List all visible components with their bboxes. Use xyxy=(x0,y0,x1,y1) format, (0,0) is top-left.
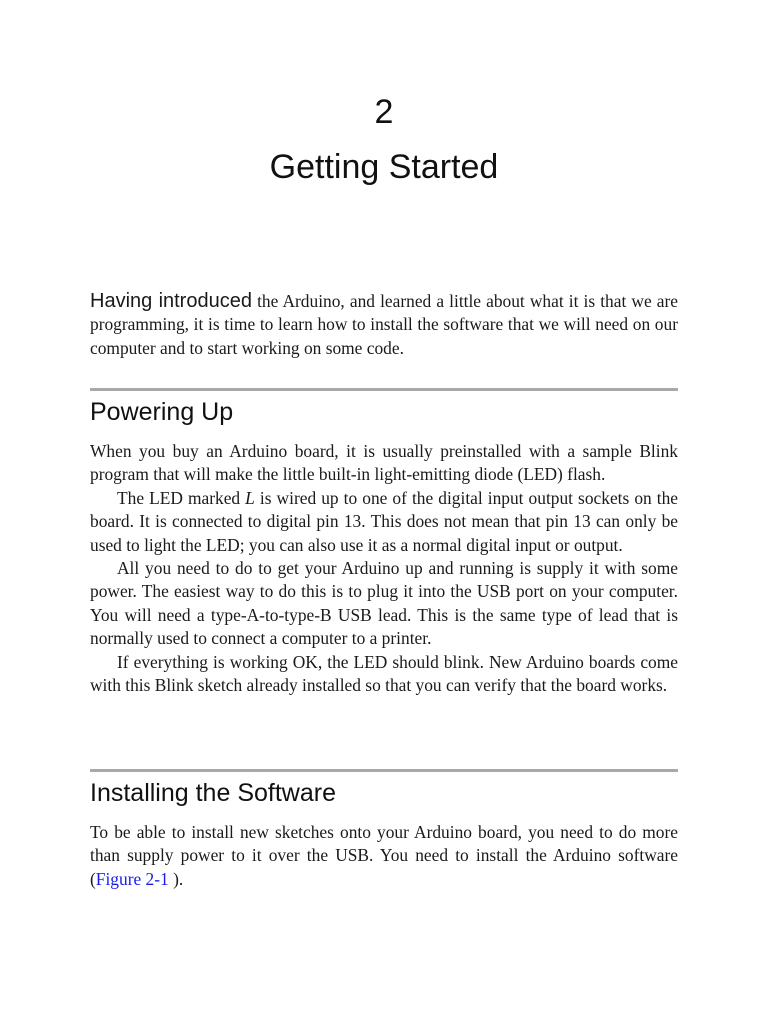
paragraph-led xyxy=(90,487,678,557)
section-divider xyxy=(90,769,678,772)
paragraph: If everything is working OK, the LED should blink. New Arduino boards come with this Blink sketch already installed so that you can verify that the board works. xyxy=(90,651,678,696)
paragraph: When you buy an Arduino board, it is usually preinstalled with a sample Blink program that will make the little built-in light-emitting diode (LED) flash. xyxy=(90,441,678,485)
paragraph: All you need to do to get your Arduino up and running is supply it with some power. The easiest way to do this is to plug it into the USB port on your computer. You will need a type-A-to-type-B USB lead. This is the same type of lead that is normally used to connect a computer to a printer. xyxy=(90,558,678,649)
paragraph-installing-before: To be able to install new sketches onto your Arduino board, you need to do more than supply power to it over the USB. You need to install the Arduino software ( xyxy=(90,822,678,889)
intro-text: the Arduino, and learned a little about what it is that we are programming, it is time to learn how to install the software that we will need on our computer and to start working on some code. xyxy=(90,291,678,358)
section-body-powering-up xyxy=(90,440,678,697)
led-marking: L xyxy=(245,487,255,508)
intro-paragraph xyxy=(90,290,678,360)
intro-lead-in: Having introduced xyxy=(90,290,252,312)
paragraph-led-after: is wired up to one of the digital input output sockets on the board. It is connected to digital pin 13. This does not mean that pin 13 can only be used to light the LED; you can also use it as a normal digital input or output. xyxy=(90,487,679,555)
paragraph-led-before: The LED marked xyxy=(117,487,246,508)
section-body-installing-software xyxy=(90,821,678,891)
section-heading-powering-up: Powering Up xyxy=(90,398,234,426)
chapter-number: 2 xyxy=(374,93,394,131)
chapter-title: Getting Started xyxy=(269,148,499,186)
section-heading-installing-software: Installing the Software xyxy=(90,779,336,807)
section-divider xyxy=(90,388,678,391)
paragraph-installing-after: ). xyxy=(168,868,184,889)
paragraph-installing xyxy=(90,821,678,891)
figure-2-1-link[interactable]: Figure 2-1 xyxy=(95,868,169,889)
